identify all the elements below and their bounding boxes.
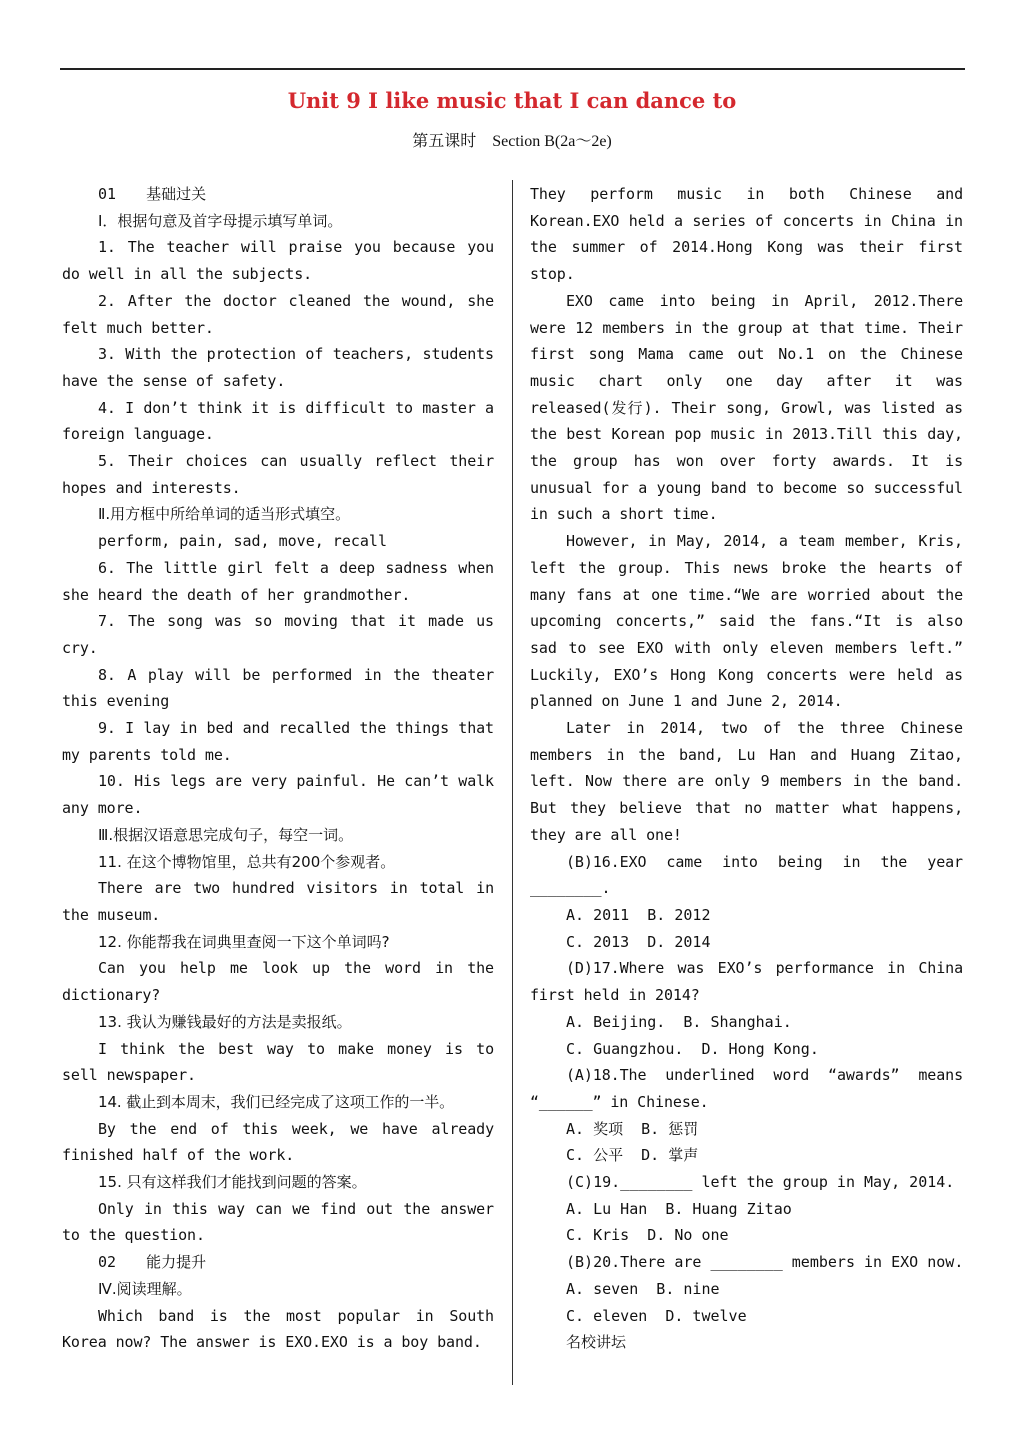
part-2-title: Ⅱ.用方框中所给单词的适当形式填空。: [98, 505, 351, 524]
part-4-title: Ⅳ.阅读理解。: [98, 1279, 192, 1298]
reading-passage-start: Which band is the most popular in South Korea now? The answer is EXO.EXO is a boy band.: [62, 1306, 494, 1352]
question-2: 2. After the doctor cleaned the wound, she felt much better.: [62, 291, 494, 337]
question-11-chinese: 11. 在这个博物馆里，总共有200个参观者。: [98, 852, 396, 871]
question-16-options-cd: C. 2013 D. 2014: [566, 932, 711, 951]
word-box: perform, pain, sad, move, recall: [98, 532, 387, 551]
question-20-options-cd: C. eleven D. twelve: [566, 1306, 747, 1325]
question-18-options-ab: A. 奖项 B. 惩罚: [566, 1119, 699, 1138]
question-19-options-cd: C. Kris D. No one: [566, 1226, 729, 1245]
part-1-title: Ⅰ．根据句意及首字母提示填写单词。: [98, 211, 343, 230]
page-title: Unit 9 I like music that I can dance to: [287, 88, 737, 113]
question-12-chinese: 12. 你能帮我在词典里查阅一下这个单词吗?: [98, 932, 390, 951]
question-18: (A)18.The underlined word “awards” means “______” in Chinese.: [530, 1066, 963, 1111]
question-1: 1. The teacher will praise you because you do well in all the subjects.: [62, 238, 494, 284]
column-divider: [512, 180, 513, 1385]
question-19: (C)19.________ left the group in May, 2014.: [566, 1173, 955, 1192]
section-number: 01: [98, 185, 117, 203]
question-20: (B)20.There are ________ members in EXO now.: [566, 1253, 964, 1272]
question-4: 4. I don’t think it is difficult to master a foreign language.: [62, 398, 494, 444]
question-5: 5. Their choices can usually reflect their hopes and interests.: [62, 452, 494, 497]
reading-paragraph-3: However, in May, 2014, a team member, Kris, left the group. This news broke the hearts of many fans at one time.“We are worried about the upcoming concerts,” said the fans.“It is also sad to see EXO with only eleven members left.” Luckily, EXO’s Hong Kong concerts were held as planned on June 1 and June 2, 2014.: [530, 532, 963, 711]
question-17: (D)17.Where was EXO’s performance in China first held in 2014?: [530, 959, 963, 1005]
section-title: 能力提升: [146, 1253, 207, 1272]
question-17-options-cd: C. Guangzhou. D. Hong Kong.: [566, 1039, 819, 1058]
section-1-heading: [62, 181, 494, 208]
question-14-answer: By the end of this week, we have already finished half of the work.: [62, 1119, 494, 1165]
question-16-options-ab: A. 2011 B. 2012: [566, 905, 711, 924]
question-18-options-cd: C. 公平 D. 掌声: [566, 1146, 699, 1165]
page-subtitle: 第五课时 Section B(2a～2e): [412, 133, 612, 150]
section-2-heading: [62, 1249, 494, 1276]
question-16: (B)16.EXO came into being in the year ________.: [530, 852, 963, 898]
right-column: [530, 181, 963, 1356]
left-column: [62, 181, 494, 1356]
section-number: 02: [98, 1253, 117, 1272]
question-15-answer: Only in this way can we find out the answer to the question.: [62, 1199, 494, 1245]
question-14-chinese: 14. 截止到本周末，我们已经完成了这项工作的一半。: [98, 1092, 455, 1111]
question-9: 9. I lay in bed and recalled the things that my parents told me.: [62, 719, 494, 764]
question-11-answer: There are two hundred visitors in total in the museum.: [62, 879, 494, 924]
question-13-chinese: 13. 我认为赚钱最好的方法是卖报纸。: [98, 1012, 352, 1031]
question-20-options-ab: A. seven B. nine: [566, 1279, 720, 1298]
question-3: 3. With the protection of teachers, students have the sense of safety.: [62, 345, 494, 390]
question-15-chinese: 15. 只有这样我们才能找到问题的答案。: [98, 1173, 367, 1192]
reading-paragraph-2: EXO came into being in April, 2012.There were 12 members in the group at that time. Their first song Mama came out No.1 on the Chinese music chart only one day after it was released(发行). Their song, Growl, was listed as the best Korean pop music in 2013.Till this day, the group has won over forty awards. It is unusual for a young band to become so successful in such a short time.: [530, 291, 963, 524]
question-10: 10. His legs are very painful. He can’t walk any more.: [62, 772, 494, 818]
part-3-title: Ⅲ.根据汉语意思完成句子，每空一词。: [98, 825, 354, 844]
top-rule: [60, 68, 965, 70]
reading-paragraph-4: Later in 2014, two of the three Chinese members in the band, Lu Han and Huang Zitao, left. Now there are only 9 members in the band. But they believe that no matter what happens, they are all one!: [530, 719, 963, 844]
section-title: 基础过关: [146, 185, 207, 203]
question-13-answer: I think the best way to make money is to sell newspaper.: [62, 1039, 494, 1085]
reading-paragraph-1: They perform music in both Chinese and Korean.EXO held a series of concerts in China in the summer of 2014.Hong Kong was their first stop.: [530, 185, 963, 284]
question-6: 6. The little girl felt a deep sadness when she heard the death of her grandmother.: [62, 558, 494, 604]
footer-heading: 名校讲坛: [566, 1333, 627, 1352]
question-8: 8. A play will be performed in the theater this evening: [62, 665, 494, 711]
question-12-answer: Can you help me look up the word in the dictionary?: [62, 959, 494, 1005]
question-17-options-ab: A. Beijing. B. Shanghai.: [566, 1012, 792, 1031]
question-19-options-ab: A. Lu Han B. Huang Zitao: [566, 1199, 792, 1218]
question-7: 7. The song was so moving that it made us cry.: [62, 612, 494, 657]
